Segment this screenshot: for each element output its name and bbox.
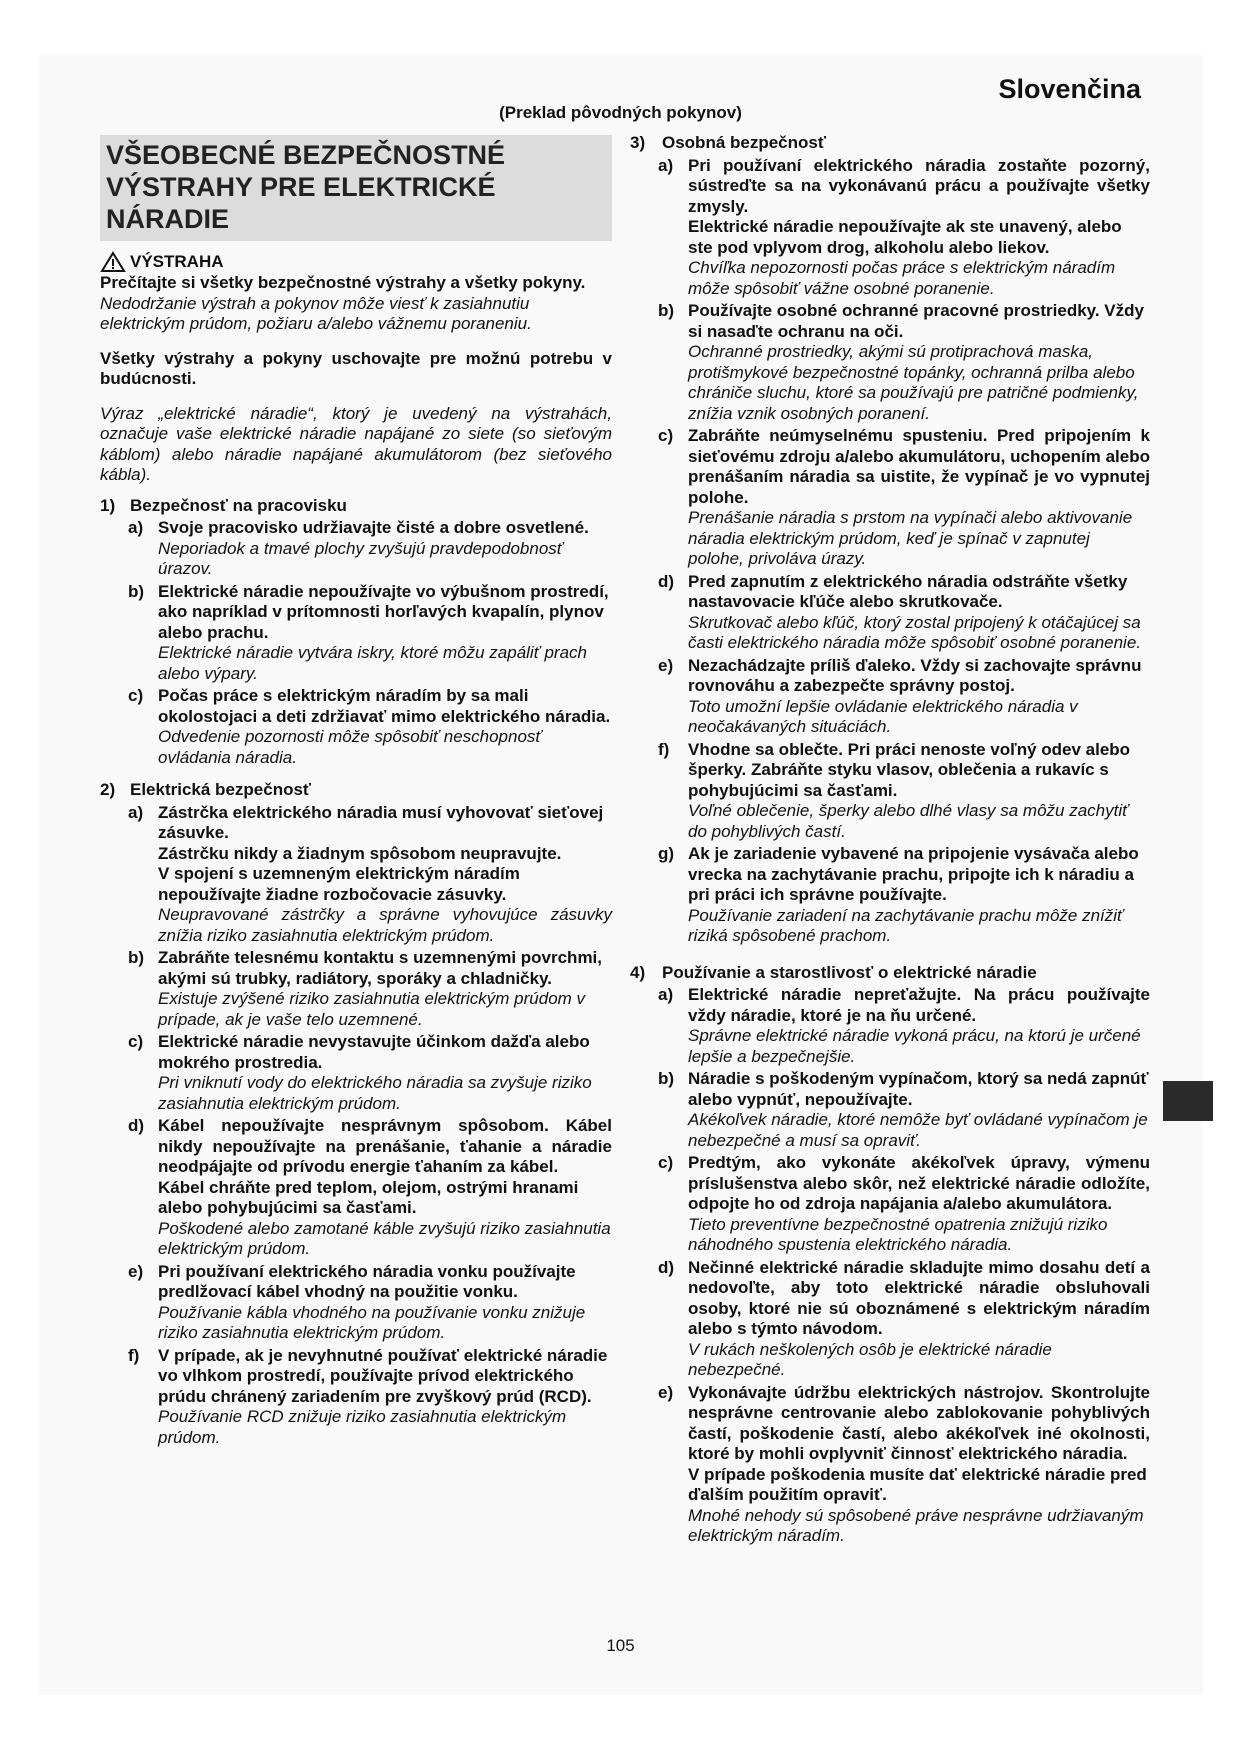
warning-label: VÝSTRAHA: [130, 251, 224, 271]
list-item: d) Kábel nepoužívajte nesprávnym spôsobom. Kábel nikdy nepoužívajte na prenášanie, ťahanie a náradie neodpájajte od prívodu energie ťahaním za kábel. Kábel chráňte pred teplom, olejom, ostrými hranami alebo pohybujúcimi sa časťami. Poškodené alebo zamotané káble zvyšujú riziko zasiahnutia elektrickým prúdom.: [128, 1116, 612, 1258]
list-item: f) Vhodne sa oblečte. Pri práci nenoste voľný odev alebo šperky. Zabráňte styku vlasov, oblečenia a rukavíc s pohybujúcimi sa časťami. Voľné oblečenie, šperky alebo dlhé vlasy sa môžu zachytiť do pohyblivých častí.: [658, 739, 1131, 841]
section-1: [100, 496, 612, 517]
list-item: a) Svoje pracovisko udržiavajte čisté a dobre osvetlené. Neporiadok a tmavé plochy zvyšujú pravdepodobnosť úrazov.: [128, 518, 589, 578]
section-2: [100, 780, 612, 801]
list-item: b) Zabráňte telesnému kontaktu s uzemnenými povrchmi, akými sú trubky, radiátory, sporáky a chladničky. Existuje zvýšené riziko zasiahnutia elektrickým prúdom v prípade, ak je vaše telo uzemnené.: [128, 948, 603, 1029]
list-item: e) Nezachádzajte príliš ďaleko. Vždy si zachovajte správnu rovnováhu a zabezpečte správny postoj. Toto umožní lepšie ovládanie elektrického náradia v neočakávaných situáciách.: [658, 655, 1142, 736]
page-number: 105: [606, 1636, 635, 1655]
warning-heading: [100, 251, 612, 273]
warning-definition: Výraz „elektrické náradie“, ktorý je uvedený na výstrahách, označuje vaše elektrické náradie napájané zo siete (so sieťovým káblom) alebo náradie napájané akumulátorom (bez sieťového kábla).: [100, 403, 612, 484]
list-item: b) Náradie s poškodeným vypínačom, ktorý sa nedá zapnúť alebo vypnúť, nepoužívajte. Akékoľvek náradie, ktoré nemôže byť ovládané vypínačom je nebezpečné a musí sa opraviť.: [658, 1069, 1149, 1150]
list-item: d) Nečinné elektrické náradie skladujte mimo dosahu detí a nedovoľte, aby toto elektrické náradie obsluhovali osoby, ktoré nie sú oboznámené s elektrickým náradím alebo s týmto návodom. V rukách neškolených osôb je elektrické náradie nebezpečné.: [658, 1257, 1150, 1379]
list-item: a) Pri používaní elektrického náradia zostaňte pozorný, sústreďte sa na vykonávanú prácu a používajte všetky zmysly. Elektrické náradie nepoužívajte ak ste unavený, alebo ste pod vplyvom drog, alkoholu alebo liekov. Chvíľka nepozornosti počas práce s elektrickým náradím môže spôsobiť vážne osobné poranenie.: [658, 155, 1150, 298]
language-tab-marker: [1163, 1081, 1213, 1121]
list-item: g) Ak je zariadenie vybavené na pripojenie vysávača alebo vrecka na zachytávanie prachu, pripojte ich k náradiu a pri práci ich správne používajte. Používanie zariadení na zachytávanie prachu môže znížiť riziká spôsobené prachom.: [658, 844, 1139, 945]
list-item: d) Pred zapnutím z elektrického náradia odstráňte všetky nastavovacie kľúče alebo skrutkovače. Skrutkovač alebo kľúč, ktorý zostal pripojený k otáčajúcej sa časti elektrického náradia môže spôsobiť osobné poranenie.: [658, 571, 1142, 652]
list-item: b) Používajte osobné ochranné pracovné prostriedky. Vždy si nasaďte ochranu na oči. Ochranné prostriedky, akými sú protiprachová maska, protišmykové bezpečnostné topánky, ochranná prilba alebo chrániče sluchu, ktoré sa používajú pre patričné podmienky, znížia vznik osobných poranení.: [658, 301, 1144, 423]
list-item: e) Vykonávajte údržbu elektrických nástrojov. Skontrolujte nesprávne centrovanie alebo zablokovanie pohyblivých častí, poškodenie častí, alebo akékoľvek iné okolnosti, ktoré by mohli ovplyvniť činnosť elektrického náradia. V prípade poškodenia musíte dať elektrické náradie pred ďalším použitím opraviť. Mnohé nehody sú spôsobené práve nesprávne udržiavaným elektrickým náradím.: [658, 1382, 1150, 1545]
list-item: c) Elektrické náradie nevystavujte účinkom dažďa alebo mokrého prostredia. Pri vniknutí vody do elektrického náradia sa zvyšuje riziko zasiahnutia elektrickým prúdom.: [128, 1032, 592, 1113]
translation-subtitle: (Preklad pôvodných pokynov): [499, 103, 742, 122]
section-title: Elektrická bezpečnosť: [130, 780, 312, 799]
section-title: Bezpečnosť na pracovisku: [130, 495, 347, 515]
page-title: VŠEOBECNÉ BEZPEČNOSTNÉ VÝSTRAHY PRE ELEKTRICKÉ NÁRADIE: [100, 135, 612, 241]
warning-read-all: Prečítajte si všetky bezpečnostné výstrahy a všetky pokyny.: [100, 273, 586, 292]
language-label: Slovenčina: [998, 74, 1141, 104]
list-item: c) Počas práce s elektrickým náradím by sa mali okolostojaci a deti zdržiavať mimo elektrického náradia. Odvedenie pozornosti môže spôsobiť neschopnosť ovládania náradia.: [128, 686, 611, 767]
section-number: 3): [630, 133, 646, 152]
list-item: c) Zabráňte neúmyselnému spusteniu. Pred pripojením k sieťovému zdroju a/alebo akumulátoru, uchopením alebo prenášaním náradia sa uistite, že vypínač je vo vypnutej polohe. Prenášanie náradia s prstom na vypínači alebo aktivovanie náradia elektrickým prúdom, keď je spínač v zapnutej polohe, privoláva úrazy.: [658, 426, 1150, 568]
section-number: 1): [100, 495, 116, 515]
section-3: [630, 133, 1150, 154]
right-column: [630, 133, 1150, 1547]
warning-consequence: Nedodržanie výstrah a pokynov môže viesť k zasiahnutiu elektrickým prúdom, požiaru a/alebo vážnemu poraneniu.: [100, 293, 532, 333]
section-4: [630, 963, 1150, 984]
list-item: a) Zástrčka elektrického náradia musí vyhovovať sieťovej zásuvke. Zástrčku nikdy a žiadnym spôsobom neupravujte. V spojení s uzemneným elektrickým náradím nepoužívajte žiadne rozbočovacie zásuvky. Neupravované zástrčky a správne vyhovujúce zásuvky znížia riziko zasiahnutia elektrickým prúdom.: [128, 802, 612, 945]
section-title: Osobná bezpečnosť: [662, 133, 827, 152]
list-item: e) Pri používaní elektrického náradia vonku používajte predlžovací kábel vhodný na použitie vonku. Používanie kábla vhodného na používanie vonku znižuje riziko zasiahnutia elektrickým prúdom.: [128, 1261, 586, 1342]
section-number: 2): [100, 780, 116, 799]
section-number: 4): [630, 962, 646, 982]
list-item: f) V prípade, ak je nevyhnutné používať elektrické náradie vo vlhkom prostredí, používajte prívod elektrického prúdu chránený zariadením pre zvyškový prúd (RCD). Používanie RCD znižuje riziko zasiahnutia elektrickým prúdom.: [128, 1345, 608, 1447]
list-item: c) Predtým, ako vykonáte akékoľvek úpravy, výmenu príslušenstva alebo skôr, než elektrické náradie odložíte, odpojte ho od zdroja napájania a/alebo akumulátora. Tieto preventívne bezpečnostné opatrenia znižujú riziko náhodného spustenia elektrického náradia.: [658, 1153, 1150, 1254]
section-title: Používanie a starostlivosť o elektrické náradie: [662, 962, 1037, 982]
list-item: a) Elektrické náradie nepreťažujte. Na prácu používajte vždy náradie, ktoré je na ňu určené. Správne elektrické náradie vykoná prácu, na ktorú je určené lepšie a bezpečnejšie.: [658, 985, 1150, 1066]
left-column: [100, 135, 612, 1448]
list-item: b) Elektrické náradie nepoužívajte vo výbušnom prostredí, ako napríklad v prítomnosti horľavých kvapalín, plynov alebo prachu. Elektrické náradie vytvára iskry, ktoré môžu zapáliť prach alebo výpary.: [128, 581, 609, 683]
warning-keep: Všetky výstrahy a pokyny uschovajte pre možnú potrebu v budúcnosti.: [100, 348, 612, 388]
warning-triangle-icon: [100, 251, 126, 273]
